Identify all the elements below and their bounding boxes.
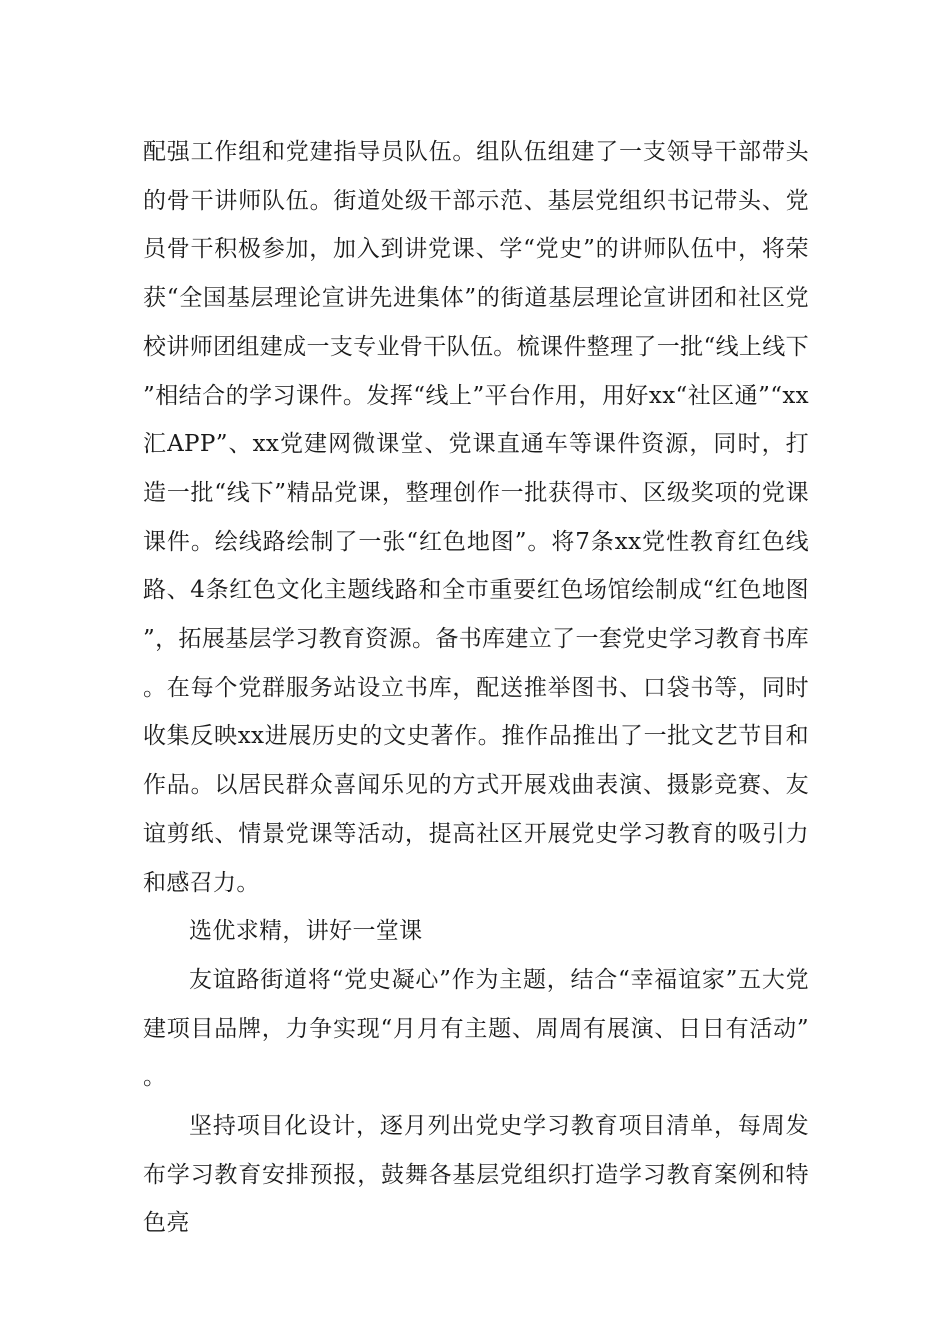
document-body [143,128,809,1248]
body-paragraph-3: 坚持项目化设计，逐月列出党史学习教育项目清单，每周发布学习教育安排预报，鼓舞各基层党组织打造学习教育案例和特色亮 [143,1113,809,1237]
section-heading: 选优求精，讲好一堂课 [189,918,423,945]
body-paragraph-2: 友谊路街道将“党史凝心”作为主题，结合“幸福谊家”五大党建项目品牌，力争实现“月月有主题、周周有展演、日日有活动”。 [143,966,809,1091]
body-paragraph-1: 配强工作组和党建指导员队伍。组队伍组建了一支领导干部带头的骨干讲师队伍。街道处级干部示范、基层党组织书记带头、党员骨干积极参加，加入到讲党课、学“党史”的讲师队伍中，将荣获“全国基层理论宣讲先进集体”的街道基层理论宣讲团和社区党校讲师团组建成一支专业骨干队伍。梳课件整理了一批“线上线下”相结合的学习课件。发挥“线上”平台作用，用好xx“社区通”“xx汇APP”、xx党建网微课堂、党课直通车等课件资源，同时，打造一批“线下”精品党课，整理创作一批获得市、区级奖项的党课课件。绘线路绘制了一张“红色地图”。将7条xx党性教育红色线路、4条红色文化主题线路和全市重要红色场馆绘制成“红色地图”，拓展基层学习教育资源。备书库建立了一套党史学习教育书库。在每个党群服务站设立书库，配送推举图书、口袋书等，同时收集反映xx进展历史的文史著作。推作品推出了一批文艺节目和作品。以居民群众喜闻乐见的方式开展戏曲表演、摄影竞赛、友谊剪纸、情景党课等活动，提高社区开展党史学习教育的吸引力和感召力。 [143,139,809,896]
